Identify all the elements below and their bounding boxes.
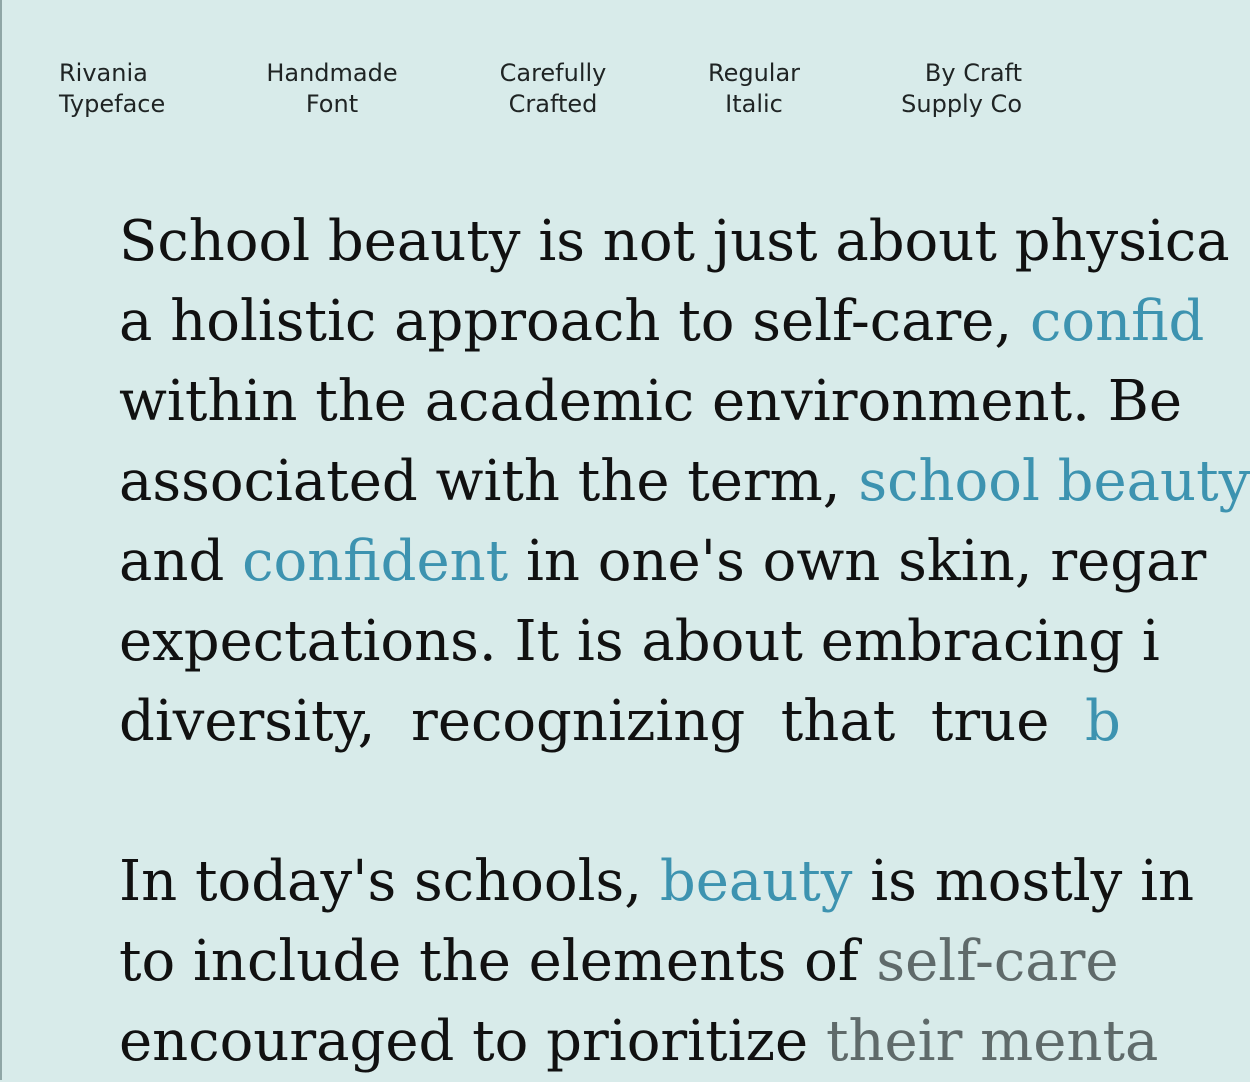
header-typeface-name: Rivania Typeface [59,59,166,118]
text-segment: a holistic approach to self-care, [119,289,1031,354]
header-carefully-crafted: Carefully Crafted [499,59,607,118]
header-style: Regular Italic [707,59,801,118]
paragraph-2-line [119,842,1194,922]
paragraph-1-line [119,602,1160,682]
paragraph-2-line [119,1002,1158,1082]
paragraph-1-line [119,442,1250,522]
left-edge-rule [0,0,2,1080]
specimen-body-text [119,0,1250,1080]
highlighted-word: confid [1030,289,1205,354]
paragraph-1-line [119,522,1206,602]
highlighted-word: b [1084,689,1121,754]
text-segment: School beauty is not just about physica [119,209,1230,274]
text-segment: in one's own skin, regar [508,529,1207,594]
text-segment: to include the elements of [119,929,877,994]
paragraph-1-line [119,282,1204,362]
text-segment: their menta [825,1009,1159,1074]
text-segment: is mostly in [852,849,1195,914]
text-segment: encouraged to prioritize [119,1009,826,1074]
text-segment: within the academic environment. Be [119,369,1183,434]
paragraph-1-line [119,202,1230,282]
text-segment: self-care [876,929,1119,994]
header-handmade-font: Handmade Font [266,59,398,118]
highlighted-word: school beauty [858,449,1250,514]
paragraph-1-line [119,362,1182,442]
text-segment: associated with the term, [119,449,859,514]
header-foundry: By Craft Supply Co [901,59,1022,118]
text-segment: and [119,529,243,594]
highlighted-word: beauty [659,849,853,914]
text-segment: expectations. It is about embracing i [119,609,1160,674]
paragraph-1-line [119,682,1121,762]
paragraph-2-line [119,922,1119,1002]
text-segment: diversity, recognizing that true [119,689,1085,754]
highlighted-word: confident [242,529,509,594]
text-segment: In today's schools, [119,849,660,914]
